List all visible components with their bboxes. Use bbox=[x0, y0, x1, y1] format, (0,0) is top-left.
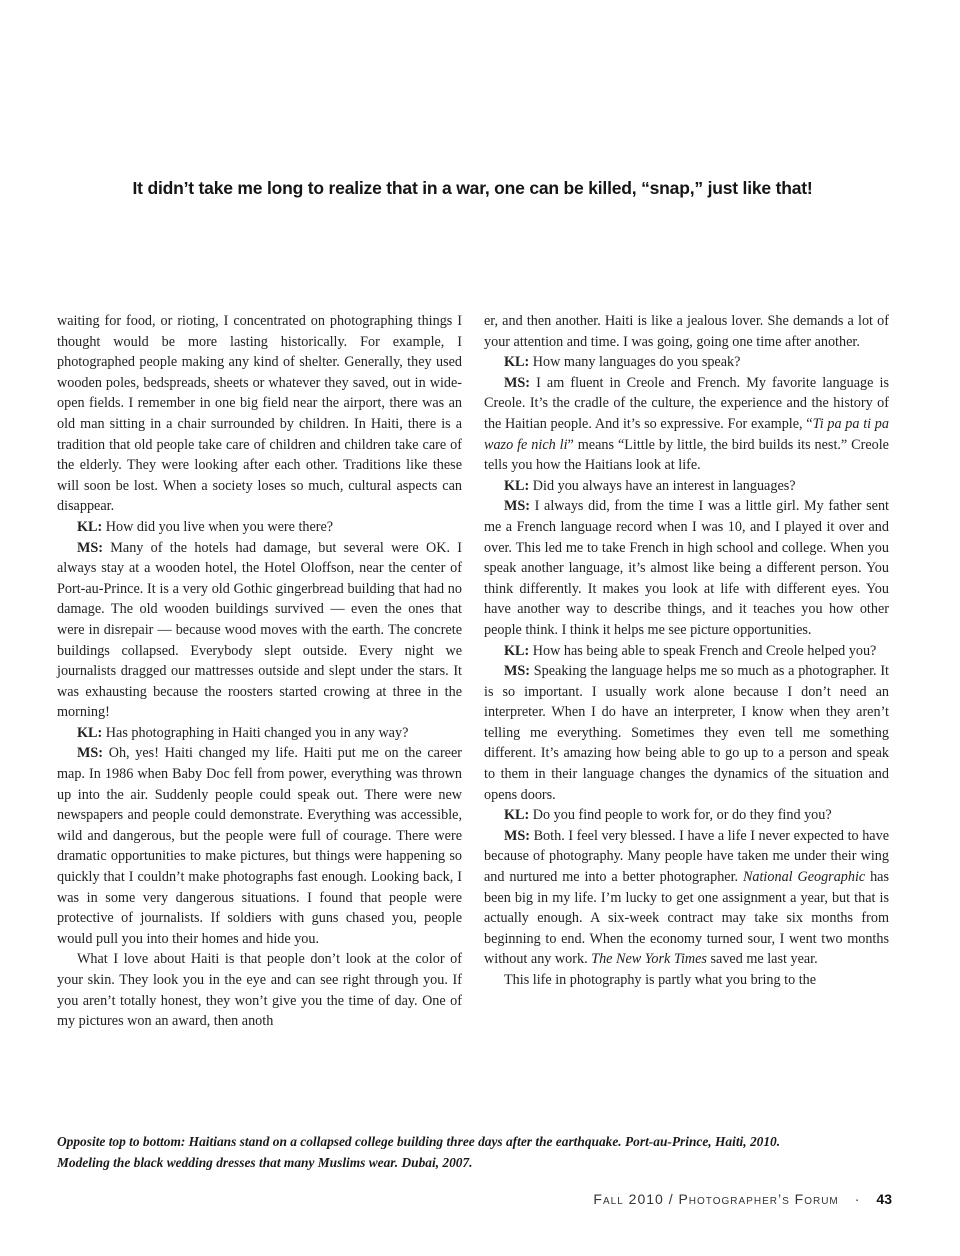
answer: MS: Many of the hotels had damage, but several were OK. I always stay at a wooden hotel, the Hotel Oloffson, near the center of Port-au-Prince. It is a very old Gothic gingerbread building that had no damage. The old wooden buildings survived — even the ones that were in disrepair — because wood moves with the earth. The concrete buildings collapsed. Everybody slept outside. Every night we journalists dragged our mattresses outside and slept under the stars. It was exhausting because the roosters started crowing at three in the morning! bbox=[57, 539, 462, 721]
caption-line: Modeling the black wedding dresses that many Muslims wear. Dubai, 2007. bbox=[57, 1155, 473, 1170]
paragraph: What I love about Haiti is that people don’t look at the color of your skin. They look you in the eye and can see right through you. If you aren’t totally honest, they won’t give you the time of day. One of my pictures won an award, then anoth bbox=[57, 951, 462, 1030]
paragraph: This life in photography is partly what you bring to the bbox=[504, 972, 817, 988]
speaker-label: KL: bbox=[77, 518, 103, 535]
speaker-label: MS: bbox=[504, 663, 531, 680]
speaker-label: MS: bbox=[504, 374, 531, 391]
pull-quote: It didn’t take me long to realize that in a war, one can be killed, “snap,” just like that! bbox=[132, 178, 813, 198]
paragraph: waiting for food, or rioting, I concentrated on photographing things I thought would be more lasting historically. For example, I photographed people making any kind of shelter. Generally, they used wooden poles, bedspreads, sheets or whatever they saved, out in wide-open fields. I remember in one big field near the airport, there was an old man sitting in a chair surrounded by children. In Haiti, there is a tradition that old people take care of children and children take care of the elderly. They were looking after each other. Traditions like these will soon be lost. When a society loses so much, cultural aspects can disappear. bbox=[57, 313, 462, 515]
footer-separator: · bbox=[854, 1191, 861, 1207]
speaker-label: KL: bbox=[504, 807, 530, 824]
answer: MS: Oh, yes! Haiti changed my life. Haiti put me on the career map. In 1986 when Baby Doc fell from power, everything was thrown up into the air. Suddenly people could speak out. There were new newspapers and people could demonstrate. Everything was accessible, wild and dangerous, but the people were full of courage. There were dramatic opportunities to make pictures, but things were happening so quickly that I couldn’t make photographs fast enough. Looking back, I was in some very dangerous situations. I found that people were protective of journalists. If soldiers with guns chased you, people would pull you into their homes and hide you. bbox=[57, 745, 462, 947]
question: KL: How many languages do you speak? bbox=[504, 354, 741, 371]
question: KL: Has photographing in Haiti changed you in any way? bbox=[77, 724, 409, 741]
page-number: 43 bbox=[876, 1191, 892, 1207]
issue-label: Fall 2010 / Photographer’s Forum bbox=[593, 1191, 839, 1207]
creole-phrase: Ti pa pa ti pa wazo fe nich li bbox=[484, 415, 889, 453]
publication-title: National Geographic bbox=[742, 869, 866, 886]
page-footer bbox=[480, 1191, 892, 1207]
speaker-label: MS: bbox=[77, 539, 104, 556]
speaker-label: KL: bbox=[504, 642, 530, 659]
caption-line: Opposite top to bottom: Haitians stand on a collapsed college building three days after the earthquake. Port-au-Prince, Haiti, 2010. bbox=[57, 1134, 781, 1149]
speaker-label: MS: bbox=[504, 827, 531, 844]
question: KL: How did you live when you were there? bbox=[77, 518, 334, 535]
photo-caption bbox=[57, 1131, 907, 1173]
question: KL: How has being able to speak French and Creole helped you? bbox=[504, 642, 877, 659]
answer: MS: I am fluent in Creole and French. My favorite language is Creole. It’s the cradle of the culture, the experience and the history of the Haitian people. And it’s so expressive. For example, “Ti pa pa ti pa wazo fe nich li” means “Little by little, the bird builds its nest.” Creole tells you how the Haitians look at life. bbox=[484, 374, 889, 474]
paragraph: er, and then another. Haiti is like a jealous lover. She demands a lot of your attention and time. I was going, going one time after another. bbox=[484, 313, 889, 350]
speaker-label: MS: bbox=[77, 745, 104, 762]
answer: MS: Both. I feel very blessed. I have a life I never expected to have because of photography. Many people have taken me under their wing and nurtured me into a better photographer. National Geographic has been big in my life. I’m lucky to get one assignment a year, but that is actually enough. A six-week contract may take six months from beginning to end. When the economy turned sour, I went two months without any work. The New York Times saved me last year. bbox=[484, 827, 890, 968]
answer: MS: Speaking the language helps me so much as a photographer. It is so important. I usually work alone because I don’t need an interpreter. When I do have an interpreter, I know when they aren’t telling me everything. Sometimes they even tell me something different. It’s amazing how being able to go up to a person and speak to them in their language changes the dynamics of the situation and opens doors. bbox=[484, 663, 889, 803]
article-column-right bbox=[484, 311, 889, 991]
speaker-label: KL: bbox=[504, 354, 530, 371]
article-column-left bbox=[57, 311, 462, 1032]
question: KL: Did you always have an interest in languages? bbox=[504, 477, 796, 494]
publication-title: The New York Times bbox=[591, 951, 707, 968]
speaker-label: KL: bbox=[77, 724, 103, 741]
speaker-label: MS: bbox=[504, 498, 531, 515]
speaker-label: KL: bbox=[504, 477, 530, 494]
question: KL: Do you find people to work for, or do they find you? bbox=[504, 807, 832, 824]
answer: MS: I always did, from the time I was a little girl. My father sent me a French language record when I was 10, and I played it over and over. This led me to take French in high school and college. When you speak another language, it’s almost like being a different person. You think differently. It makes you look at life with different eyes. You have another way to describe things, and it teaches you how other people think. I think it helps me see picture opportunities. bbox=[484, 498, 889, 638]
